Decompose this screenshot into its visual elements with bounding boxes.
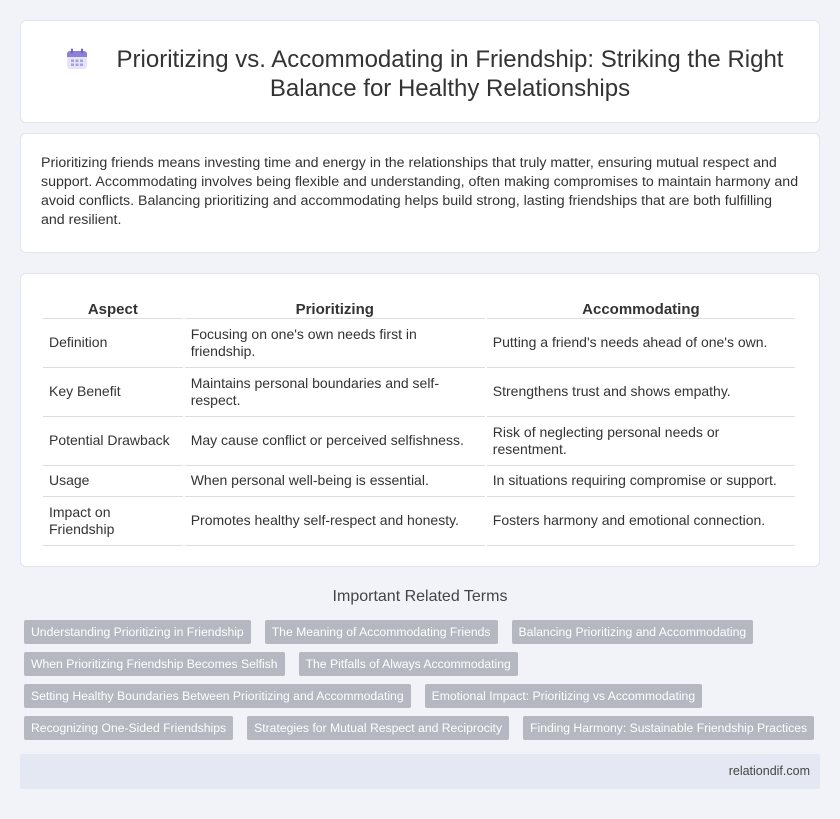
table-row — [43, 466, 795, 497]
header-prioritizing: Prioritizing — [185, 294, 485, 319]
table-cell: Putting a friend's needs ahead of one's own. — [487, 319, 795, 368]
calendar-icon — [65, 47, 89, 71]
table-cell: Definition — [43, 319, 183, 368]
table-cell: Promotes healthy self-respect and honesty. — [185, 497, 485, 546]
table-header-row — [43, 294, 795, 319]
related-terms-list — [24, 620, 808, 748]
related-term-tag[interactable]: Strategies for Mutual Respect and Reciprocity — [247, 716, 509, 740]
header-card — [20, 20, 820, 123]
related-term-tag[interactable]: Finding Harmony: Sustainable Friendship Practices — [523, 716, 814, 740]
table-row — [43, 497, 795, 546]
table-cell: Strengthens trust and shows empathy. — [487, 368, 795, 417]
table-cell: When personal well-being is essential. — [185, 466, 485, 497]
intro-paragraph: Prioritizing friends means investing time and energy in the relationships that truly matter, ensuring mutual respect and support. Accommodating involves being flexible and understanding, often making compromises to maintain harmony and avoid conflicts. Balancing prioritizing and accommodating helps build strong, lasting friendships that are both fulfilling and resilient. — [41, 155, 799, 228]
header-aspect: Aspect — [43, 294, 183, 319]
header-accommodating: Accommodating — [487, 294, 795, 319]
table-row — [43, 368, 795, 417]
related-term-tag[interactable]: Emotional Impact: Prioritizing vs Accommodating — [425, 684, 703, 708]
table-cell: Maintains personal boundaries and self-respect. — [185, 368, 485, 417]
related-term-tag[interactable]: When Prioritizing Friendship Becomes Selfish — [24, 652, 285, 676]
related-term-tag[interactable]: The Meaning of Accommodating Friends — [265, 620, 498, 644]
intro-card — [20, 133, 820, 253]
related-term-tag[interactable]: Understanding Prioritizing in Friendship — [24, 620, 251, 644]
table-cell: Focusing on one's own needs first in friendship. — [185, 319, 485, 368]
page-title: Prioritizing vs. Accommodating in Friendship: Striking the Right Balance for Healthy Relationships — [116, 46, 784, 102]
table-cell: Impact on Friendship — [43, 497, 183, 546]
related-term-tag[interactable]: Recognizing One-Sided Friendships — [24, 716, 233, 740]
related-term-tag[interactable]: Setting Healthy Boundaries Between Prioritizing and Accommodating — [24, 684, 411, 708]
related-terms-title: Important Related Terms — [332, 588, 508, 605]
related-term-tag[interactable]: The Pitfalls of Always Accommodating — [299, 652, 518, 676]
table-cell: Risk of neglecting personal needs or resentment. — [487, 417, 795, 466]
table-cell: Key Benefit — [43, 368, 183, 417]
table-cell: In situations requiring compromise or support. — [487, 466, 795, 497]
related-term-tag[interactable]: Balancing Prioritizing and Accommodating — [512, 620, 754, 644]
comparison-card — [20, 273, 820, 567]
table-row — [43, 417, 795, 466]
table-cell: May cause conflict or perceived selfishness. — [185, 417, 485, 466]
table-cell: Fosters harmony and emotional connection. — [487, 497, 795, 546]
table-row — [43, 319, 795, 368]
comparison-table — [41, 294, 797, 546]
table-cell: Usage — [43, 466, 183, 497]
footer — [20, 754, 820, 789]
table-cell: Potential Drawback — [43, 417, 183, 466]
footer-site-link[interactable]: relationdif.com — [728, 764, 810, 778]
